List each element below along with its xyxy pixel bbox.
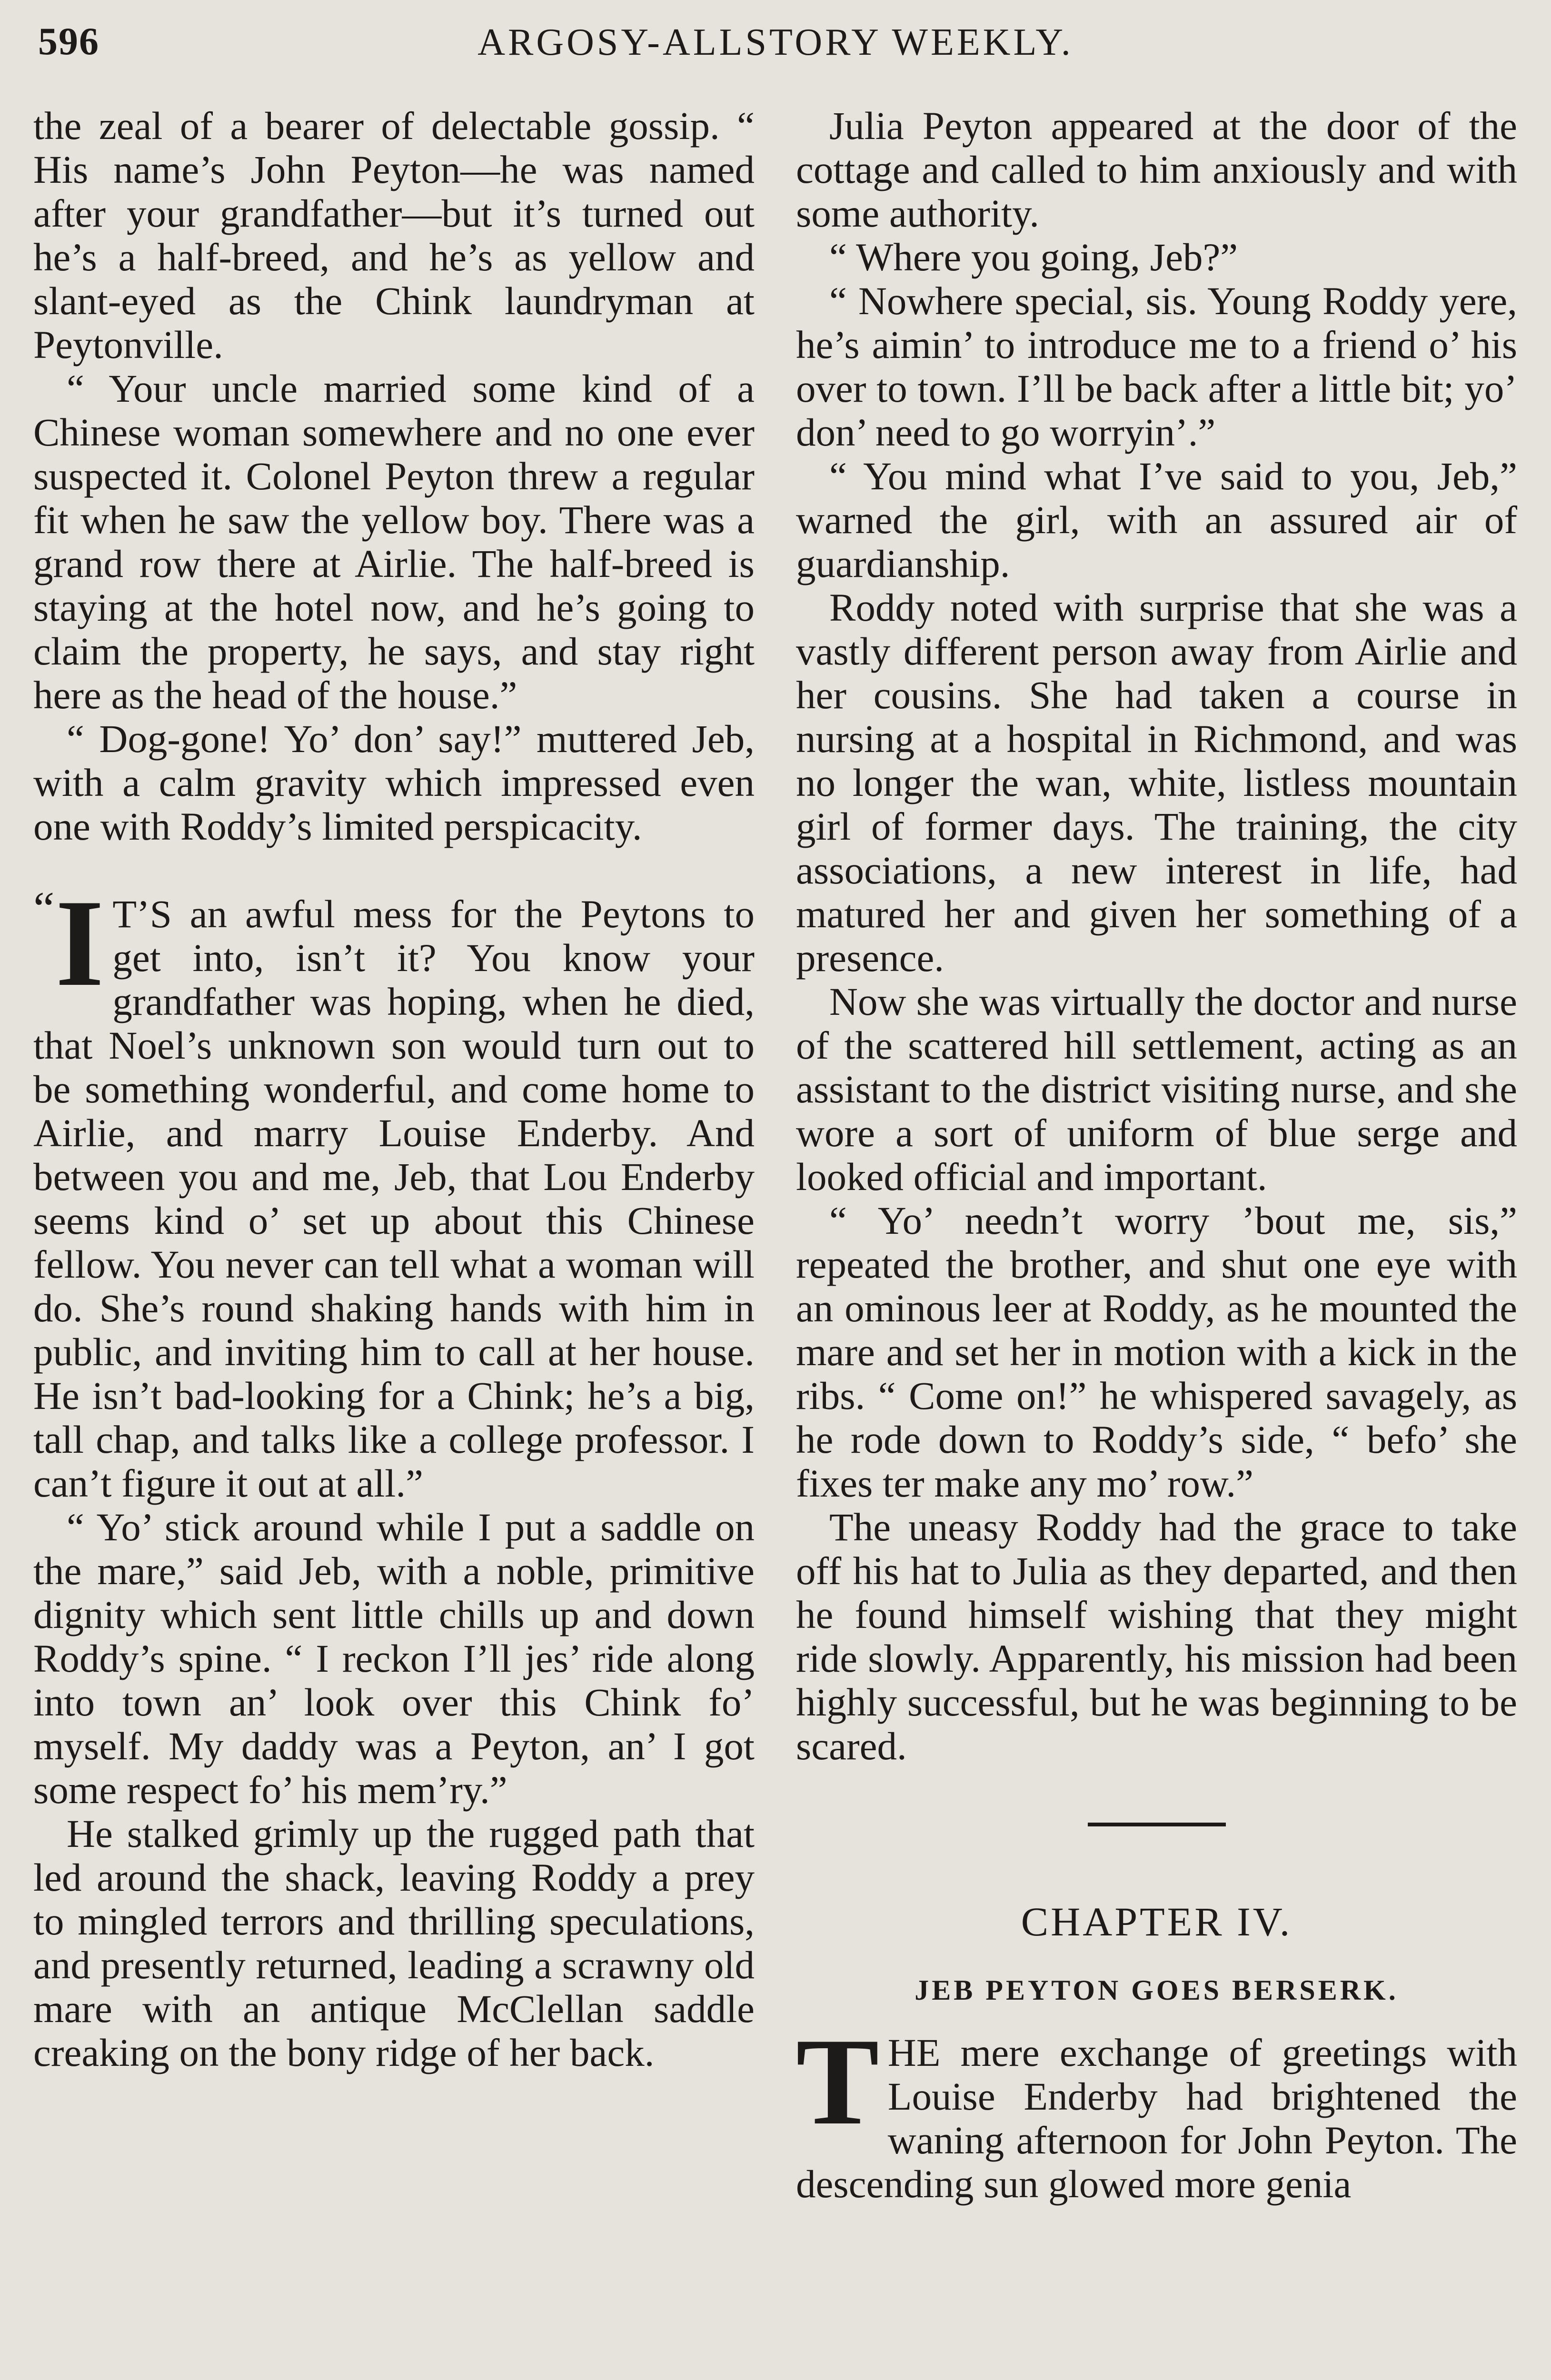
paragraph: “ Dog-gone! Yo’ don’ say!” muttered Jeb, with a calm gravity which impressed even one with Roddy’s limited perspicacity. xyxy=(33,717,755,848)
paragraph: “ Nowhere special, sis. Young Roddy yere, he’s aimin’ to introduce me to a friend o’ his over to town. I’ll be back after a little bit; yo’ don’ need to go worryin’.” xyxy=(796,279,1517,454)
paragraph: “ Yo’ needn’t worry ’bout me, sis,” repeated the brother, and shut one eye with an ominous leer at Roddy, as he mounted the mare and set her in motion with a kick in the ribs. “ Come on!” he whispered savagely, as he rode down to Roddy’s side, “ befo’ she fixes ter make any mo’ row.” xyxy=(796,1199,1517,1505)
paragraph: “ Yo’ stick around while I put a saddle on the mare,” said Jeb, with a noble, primitive dignity which sent little chills up and down Roddy’s spine. “ I reckon I’ll jes’ ride along into town an’ look over this Chink fo’ myself. My daddy was a Peyton, an’ I got some respect fo’ his mem’ry.” xyxy=(33,1505,755,1812)
paragraph: He stalked grimly up the rugged path that led around the shack, leaving Roddy a prey to mingled terrors and thrilling speculations, and presently returned, leading a scrawny old mare with an antique McClellan saddle creaking on the bony ridge of her back. xyxy=(33,1812,755,2074)
paragraph: “ Your uncle married some kind of a Chinese woman somewhere and no one ever suspected it. Colonel Peyton threw a regular fit when he saw the yellow boy. There was a grand row there at Airlie. The half-breed is staying at the hotel now, and he’s going to claim the property, he says, and stay right here as the head of the house.” xyxy=(33,367,755,717)
section-break xyxy=(33,848,755,892)
chapter-subtitle: JEB PEYTON GOES BERSERK. xyxy=(915,1974,1399,2006)
chapter-opening-text: HE mere exchange of greetings with Louise Enderby had brightened the waning afternoon for John Peyton. The descending sun glowed more genia xyxy=(796,2031,1517,2206)
paragraph: Now she was virtually the doctor and nurse of the scattered hill settlement, acting as an assistant to the district visiting nurse, and she wore a sort of uniform of blue serge and looked official and important. xyxy=(796,980,1517,1199)
running-head: ARGOSY-ALLSTORY WEEKLY. xyxy=(477,21,1074,63)
paragraph: The uneasy Roddy had the grace to take off his hat to Julia as they departed, and then he found himself wishing that they might ride slowly. Apparently, his mission had been highly successful, but he was beginning to be scared. xyxy=(796,1505,1517,1768)
chapter-title: CHAPTER IV. xyxy=(1021,1899,1292,1944)
paragraph: the zeal of a bearer of delectable gossip. “ His name’s John Peyton—he was named after your grandfather—but it’s turned out he’s a half-breed, and he’s as yellow and slant-eyed as the Chink laundryman at Peytonville. xyxy=(33,104,755,367)
chapter-opening-paragraph xyxy=(796,2013,1517,2206)
dropcap-paragraph xyxy=(33,874,755,1505)
chapter-divider-rule xyxy=(1088,1823,1226,1826)
paragraph: “ You mind what I’ve said to you, Jeb,” warned the girl, with an assured air of guardianship. xyxy=(796,454,1517,585)
left-column xyxy=(33,104,755,2380)
dropcap-paragraph-text: T’S an awful mess for the Peytons to get into, isn’t it? You know your grandfather was hoping, when he died, that Noel’s unknown son would turn out to be something wonderful, and come home to Airlie, and marry Louise Enderby. And between you and me, Jeb, that Lou Enderby seems kind o’ set up about this Chinese fellow. You never can tell what a woman will do. She’s round shaking hands with him in public, and inviting him to call at her house. He isn’t bad-looking for a Chink; he’s a big, tall chap, and talks like a college professor. I can’t figure it out at all.” xyxy=(33,892,755,1505)
dropcap-quote: “ xyxy=(33,882,55,935)
paragraph: Julia Peyton appeared at the door of the cottage and called to him anxiously and with some authority. xyxy=(796,104,1517,235)
chapter-dropcap-letter: T xyxy=(796,2013,879,2151)
paragraph: “ Where you going, Jeb?” xyxy=(829,235,1238,279)
right-column xyxy=(796,104,1517,2380)
page-number: 596 xyxy=(38,20,99,63)
dropcap-letter: I xyxy=(55,874,104,1012)
paragraph: Roddy noted with surprise that she was a vastly different person away from Airlie and her cousins. She had taken a course in nursing at a hospital in Richmond, and was no longer the wan, white, listless mountain girl of former days. The training, the city associations, a new interest in life, had matured her and given her something of a presence. xyxy=(796,585,1517,980)
